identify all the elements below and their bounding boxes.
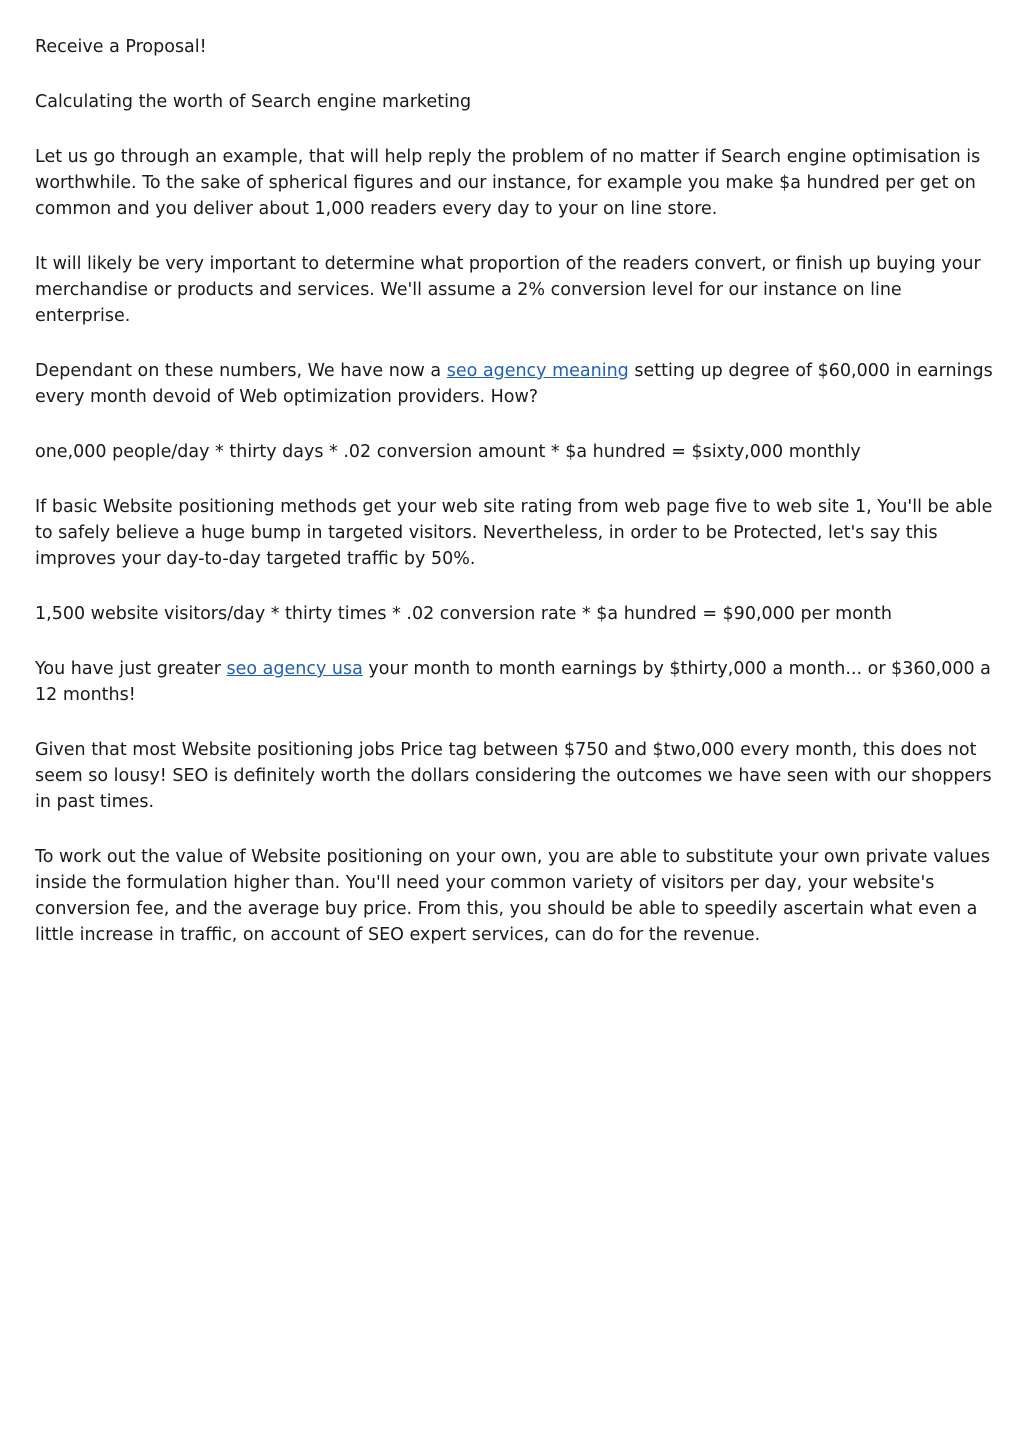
paragraph-conclusion: To work out the value of Website positioning on your own, you are able to substitute your own private values inside the formulation higher than. You'll need your common variety of visitors per day, your website's conversion fee, and the average buy price. From this, you should be able to speedily ascertain what even a little increase in traffic, on account of SEO expert services, can do for the revenue. <box>35 847 990 945</box>
paragraph-earnings-baseline <box>35 358 1000 410</box>
paragraph-text-before-link: You have just greater <box>35 659 227 679</box>
formula-improved: 1,500 website visitors/day * thirty times * .02 conversion rate * $a hundred = $90,000 per month <box>35 604 892 624</box>
document-body <box>35 34 1000 977</box>
paragraph-conversion: It will likely be very important to determine what proportion of the readers convert, or finish up buying your merchandise or products and services. We'll assume a 2% conversion level for our instance on line enterprise. <box>35 254 981 326</box>
paragraph-text-before-link: Dependant on these numbers, We have now a <box>35 361 447 381</box>
link-seo-agency-meaning[interactable]: seo agency meaning <box>446 361 629 381</box>
link-seo-agency-usa[interactable]: seo agency usa <box>226 659 363 679</box>
section-subheading: Calculating the worth of Search engine marketing <box>35 92 472 112</box>
paragraph-cost-comparison: Given that most Website positioning jobs Price tag between $750 and $two,000 every month, this does not seem so lousy! SEO is definitely worth the dollars considering the outcomes we have seen with our shoppers in past times. <box>35 740 992 812</box>
formula-baseline: one,000 people/day * thirty days * .02 conversion amount * $a hundred = $sixty,000 monthly <box>35 442 861 462</box>
paragraph-text-after-link: setting up degree of $60,000 in earnings every month devoid of Web optimization providers. How? <box>35 361 993 407</box>
paragraph-earnings-increase <box>35 656 1000 708</box>
paragraph-traffic-increase: If basic Website positioning methods get your web site rating from web page five to web site 1, You'll be able to safely believe a huge bump in targeted visitors. Nevertheless, in order to be Protected, let's say this improves your day-to-day targeted traffic by 50%. <box>35 497 993 569</box>
paragraph-text-after-link: your month to month earnings by $thirty,000 a month... or $360,000 a 12 months! <box>35 659 991 705</box>
paragraph-example-intro: Let us go through an example, that will help reply the problem of no matter if Search engine optimisation is worthwhile. To the sake of spherical figures and our instance, for example you make $a hundred per get on common and you deliver about 1,000 readers every day to your on line store. <box>35 147 981 219</box>
proposal-heading: Receive a Proposal! <box>35 37 207 57</box>
